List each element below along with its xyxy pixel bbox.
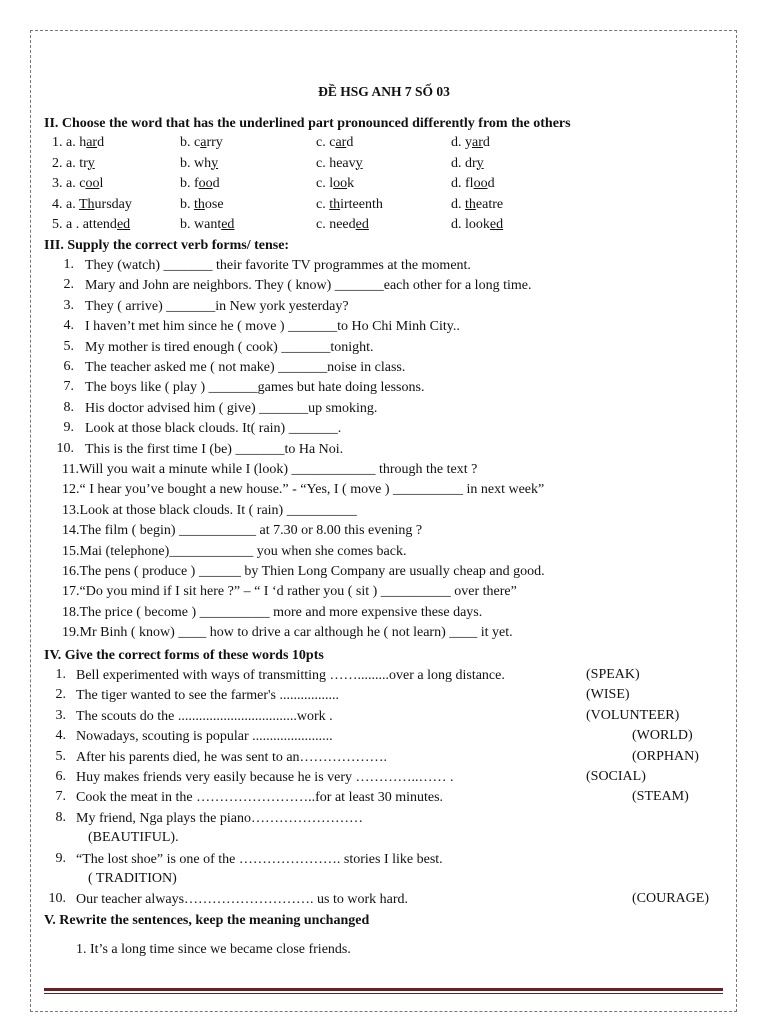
option-b-word: b. food xyxy=(180,176,220,191)
option-row-number: 2. a. try xyxy=(52,155,95,171)
word-form-item: Nowadays, scouting is popular ....................... xyxy=(76,729,333,745)
underlined-part: y xyxy=(476,155,484,171)
option-d xyxy=(451,216,503,234)
verb-item: 15.Mai (telephone)____________ you when she comes back. xyxy=(62,543,407,559)
option-c xyxy=(316,155,363,173)
option-d-word: d. theatre xyxy=(451,196,504,212)
word-form-item: Cook the meat in the ……………………..for at least 30 minutes. xyxy=(76,790,444,806)
verb-item: Look at those black clouds. It( rain) _______. xyxy=(85,421,342,437)
word-form-item: The scouts do the ..................................work . xyxy=(76,708,333,724)
verb-item: My mother is tired enough ( cook) _______tonight. xyxy=(85,339,374,355)
verb-item: They ( arrive) _______in New york yesterday? xyxy=(85,298,349,314)
verb-item: The teacher asked me ( not make) _______noise in class. xyxy=(85,360,406,375)
option-c xyxy=(316,134,353,152)
option-c xyxy=(316,196,383,214)
option-b xyxy=(180,216,234,234)
word-cue: (SOCIAL) xyxy=(586,769,646,784)
option-c xyxy=(316,216,369,234)
option-c xyxy=(316,175,354,193)
word-cue: ( TRADITION) xyxy=(88,871,177,886)
word-form-item: My friend, Nga plays the piano…………………… xyxy=(76,810,363,826)
word-cue: (WISE) xyxy=(586,687,630,703)
item-number: 2. xyxy=(63,277,74,293)
option-d xyxy=(451,155,484,173)
option-a: hard xyxy=(79,135,105,150)
item-number: 3. xyxy=(63,297,74,313)
underlined-part: ed xyxy=(221,217,235,232)
underlined-part: ed xyxy=(116,217,131,232)
underlined-part: ar xyxy=(472,135,483,150)
page-title: ĐỀ HSG ANH 7 SỐ 03 xyxy=(318,84,450,99)
word-cue: (VOLUNTEER) xyxy=(586,707,680,723)
word-form-item: The tiger wanted to see the farmer's ................. xyxy=(76,688,339,704)
word-cue: (BEAUTIFUL). xyxy=(88,830,179,846)
option-c-word: c. needed xyxy=(316,217,369,232)
option-d xyxy=(451,196,503,214)
word-cue: (STEAM) xyxy=(632,789,689,805)
footer-rule-thick xyxy=(44,988,723,991)
option-d xyxy=(451,175,495,193)
section-5-heading: V. Rewrite the sentences, keep the meaning unchanged xyxy=(44,913,370,928)
underlined-part: th xyxy=(465,196,476,212)
item-number: 1. xyxy=(63,257,74,272)
verb-item: They (watch) _______ their favorite TV programmes at the moment. xyxy=(85,258,471,273)
word-cue: (WORLD) xyxy=(632,728,693,744)
underlined-part: y xyxy=(87,155,95,171)
item-number: 4. xyxy=(63,318,74,334)
option-row-number: 4. a. Thursday xyxy=(52,196,132,212)
option-d-word: d. dry xyxy=(451,155,484,171)
item-number: 3. xyxy=(55,707,66,723)
item-number: 10. xyxy=(48,891,66,907)
option-b-word: b. carry xyxy=(180,135,223,150)
option-d-word: d. yard xyxy=(451,135,490,150)
underlined-part: ar xyxy=(335,135,347,150)
rewrite-item: 1. It’s a long time since we became close friends. xyxy=(76,942,351,957)
option-c-word: c. card xyxy=(316,135,354,150)
item-number: 8. xyxy=(63,399,74,415)
underlined-part: y xyxy=(211,155,219,171)
underlined-part: ar xyxy=(86,135,98,150)
option-row-number: 3. a. cool xyxy=(52,176,104,191)
verb-item: 18.The price ( become ) __________ more and more expensive these days. xyxy=(62,604,483,620)
word-cue: (COURAGE) xyxy=(632,891,709,907)
item-number: 6. xyxy=(55,769,66,784)
option-d-word: d. flood xyxy=(451,176,495,191)
option-b-word: b. those xyxy=(180,196,224,212)
item-number: 1. xyxy=(55,667,66,682)
underlined-part: oo xyxy=(473,176,488,191)
item-number: 9. xyxy=(55,850,66,866)
word-form-item: Huy makes friends very easily because he is very …………..…… . xyxy=(76,770,454,785)
verb-item: 19.Mr Binh ( know) ____ how to drive a car although he ( not learn) ____ it yet. xyxy=(62,625,513,641)
verb-item: I haven’t met him since he ( move ) _______to Ho Chi Minh City.. xyxy=(85,319,460,335)
word-form-item: Our teacher always………………………. us to work hard. xyxy=(76,892,409,908)
option-a: Thursday xyxy=(78,196,132,212)
option-b xyxy=(180,196,224,214)
word-cue: (SPEAK) xyxy=(586,667,640,682)
option-b xyxy=(180,134,223,152)
footer-rule-thin xyxy=(44,993,723,994)
verb-item: 12.“ I hear you’ve bought a new house.” - “Yes, I ( move ) __________ in next week” xyxy=(62,482,545,498)
section-4-heading: IV. Give the correct forms of these words 10pts xyxy=(44,648,324,663)
item-number: 7. xyxy=(55,789,66,805)
verb-item: Mary and John are neighbors. They ( know) _______each other for a long time. xyxy=(85,278,532,294)
item-number: 7. xyxy=(63,379,74,395)
section-2-heading: II. Choose the word that has the underlined part pronounced differently from the others xyxy=(44,116,571,131)
verb-item: 11.Will you wait a minute while I (look) ____________ through the text ? xyxy=(62,462,478,477)
word-form-item: Bell experimented with ways of transmitting …….........over a long distance. xyxy=(76,668,505,683)
section-3-heading: III. Supply the correct verb forms/ tense: xyxy=(44,238,290,253)
option-d-word: d. looked xyxy=(451,217,504,232)
verb-item: 13.Look at those black clouds. It ( rain) __________ xyxy=(62,502,357,518)
option-b-word: b. why xyxy=(180,155,219,171)
option-a: cool xyxy=(79,176,104,191)
verb-item: 16.The pens ( produce ) ______ by Thien Long Company are usually cheap and good. xyxy=(62,564,545,579)
option-b-word: b. wanted xyxy=(180,217,235,232)
underlined-part: oo xyxy=(198,176,213,191)
option-c-word: c. heavy xyxy=(316,155,363,171)
underlined-part: ed xyxy=(355,217,369,232)
item-number: 5. xyxy=(55,748,66,764)
option-row-number: 5. a . attended xyxy=(52,217,131,232)
item-number: 6. xyxy=(63,359,74,374)
underlined-part: ed xyxy=(489,217,504,232)
verb-item: 17.“Do you mind if I sit here ?” – “ I ‘d rather you ( sit ) __________ over there” xyxy=(62,584,517,600)
option-a: attended xyxy=(82,217,131,232)
item-number: 4. xyxy=(55,728,66,744)
word-cue: (ORPHAN) xyxy=(632,748,699,764)
verb-item: The boys like ( play ) _______games but hate doing lessons. xyxy=(85,380,425,396)
item-number: 8. xyxy=(55,809,66,825)
option-a: try xyxy=(79,155,95,171)
underlined-part: y xyxy=(355,155,363,171)
underlined-part: a xyxy=(200,135,207,150)
word-form-item: “The lost shoe” is one of the …………………. stories I like best. xyxy=(76,851,443,867)
option-b xyxy=(180,155,218,173)
underlined-part: oo xyxy=(85,176,100,191)
option-b xyxy=(180,175,220,193)
option-row-number: 1. a. hard xyxy=(52,135,105,150)
underlined-part: Th xyxy=(78,196,95,212)
word-form-item: After his parents died, he was sent to an………………. xyxy=(76,749,388,765)
verb-item: This is the first time I (be) _______to Ha Noi. xyxy=(85,441,344,457)
underlined-part: th xyxy=(329,196,341,212)
item-number: 10. xyxy=(56,440,74,456)
option-d xyxy=(451,134,490,152)
underlined-part: oo xyxy=(333,176,348,191)
item-number: 2. xyxy=(55,687,66,703)
verb-item: 14.The film ( begin) ___________ at 7.30 or 8.00 this evening ? xyxy=(62,523,423,539)
item-number: 5. xyxy=(63,338,74,354)
option-c-word: c. look xyxy=(316,176,355,191)
underlined-part: th xyxy=(194,196,205,212)
verb-item: His doctor advised him ( give) _______up smoking. xyxy=(85,400,378,416)
item-number: 9. xyxy=(63,420,74,436)
option-c-word: c. thirteenth xyxy=(316,196,383,212)
